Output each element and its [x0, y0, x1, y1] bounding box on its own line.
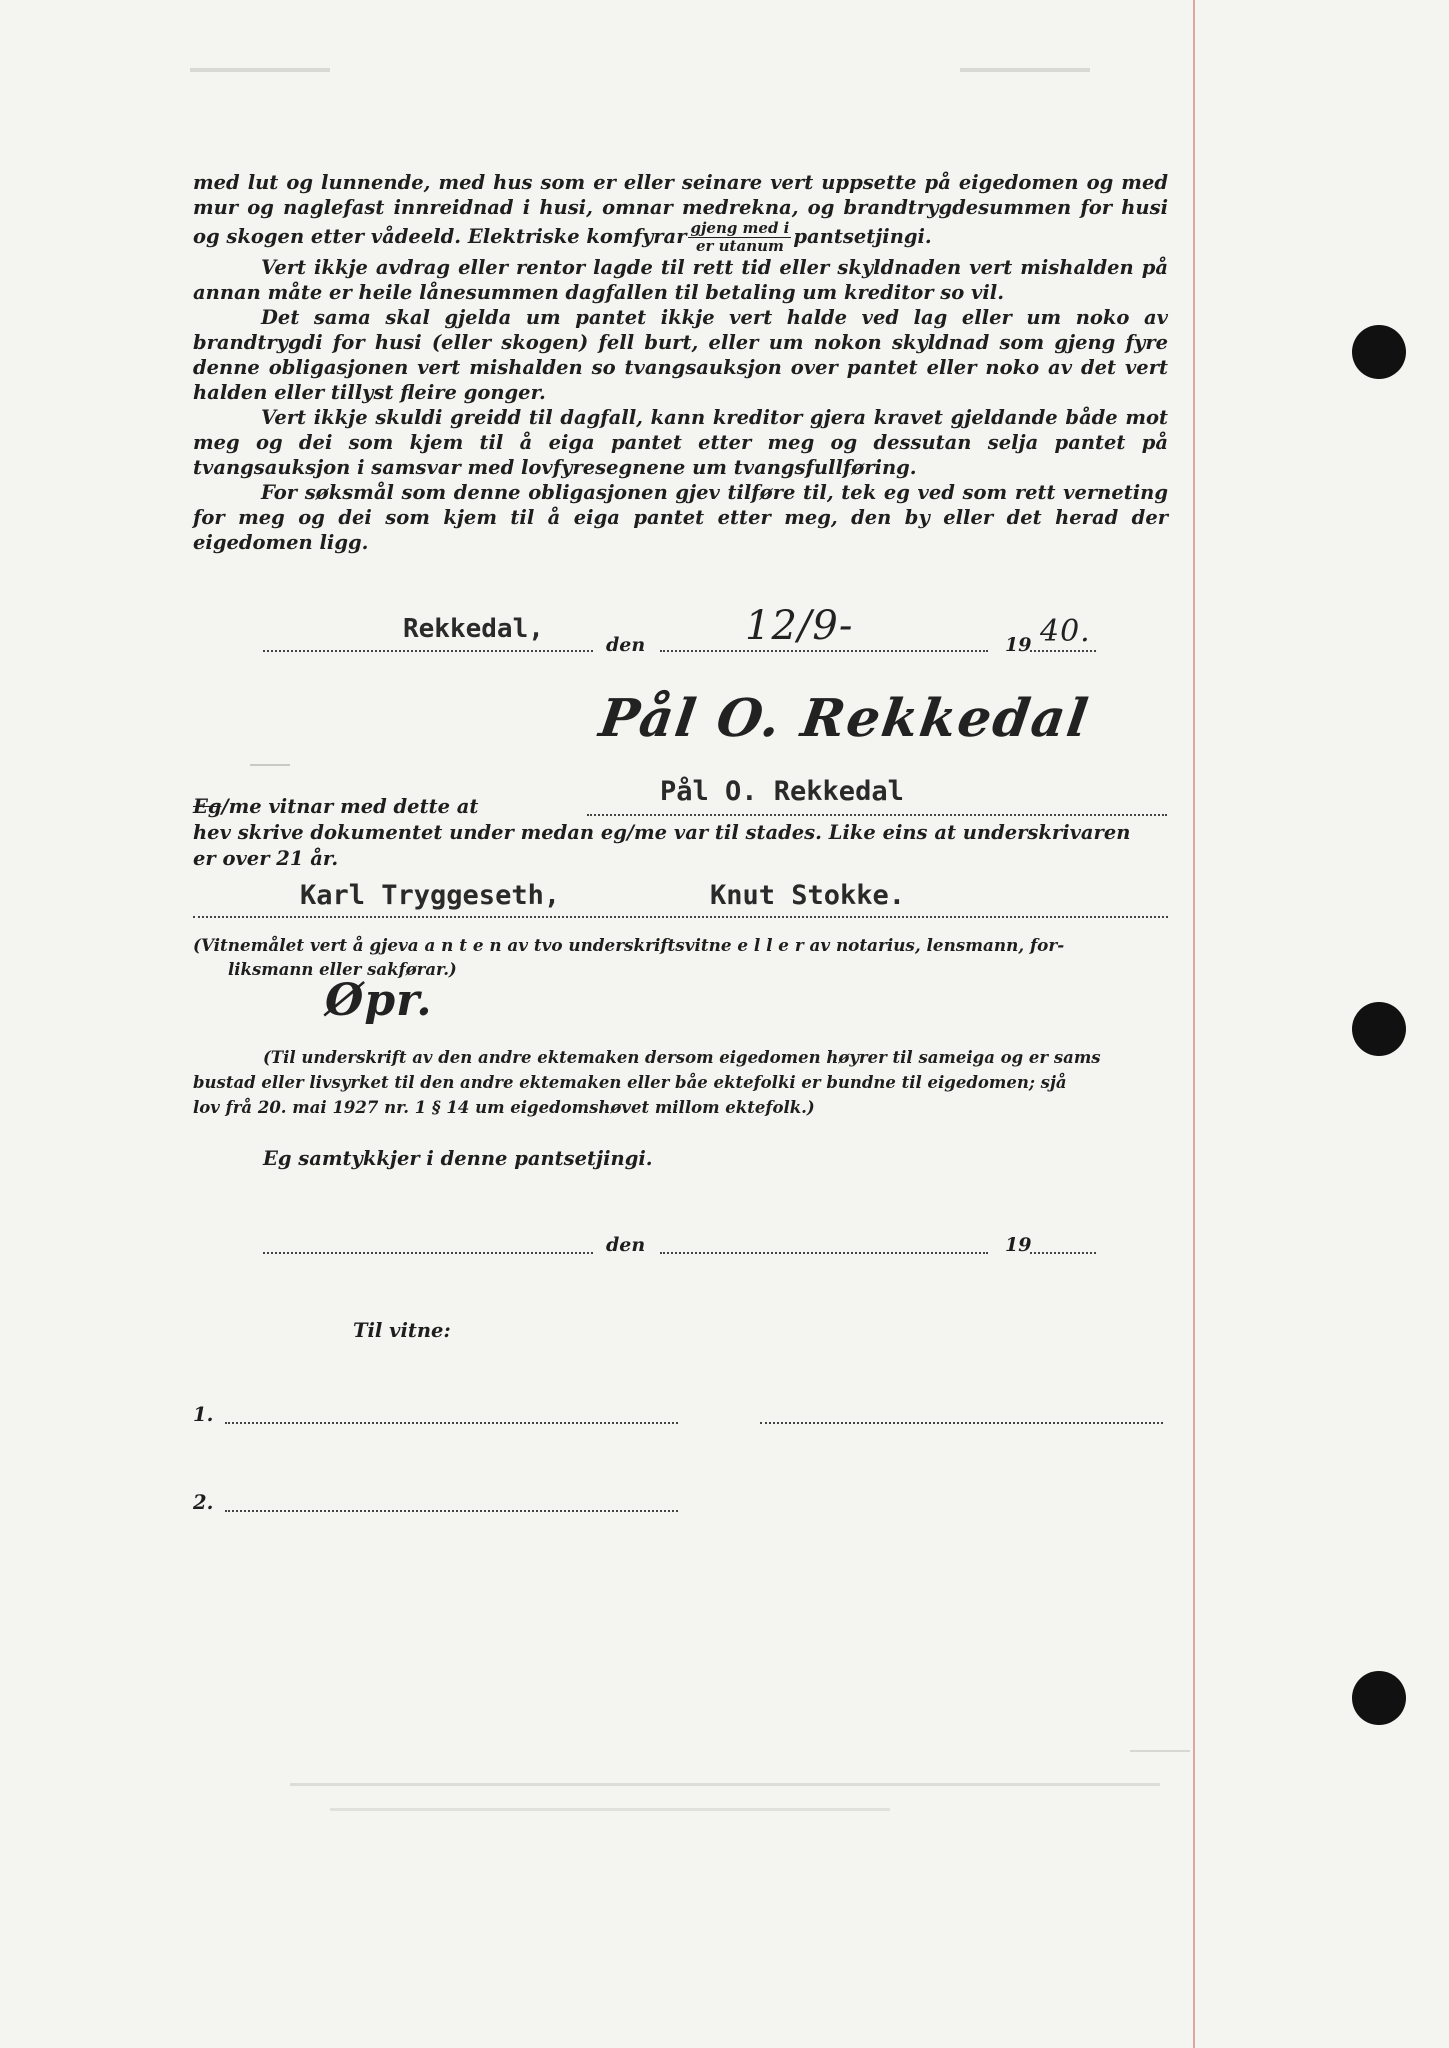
den-label: den: [606, 634, 646, 656]
witness-2-name: Knut Stokke.: [710, 880, 906, 911]
date-value: 12/9-: [745, 603, 854, 649]
faint-header-mark: [190, 68, 330, 72]
fraction-numerator: gjeng med i: [690, 219, 790, 237]
spouse-note-line1: (Til underskrift av den andre ektemaken dersom eigedomen høyrer til sameiga og er sams: [263, 1048, 1101, 1067]
struck-prefix: Eg: [193, 795, 222, 818]
paragraph-4: Vert ikkje skuldi greidd til dagfall, kann kreditor gjera kravet gjeldande både mot meg og dei som kjem til å eiga pantet etter meg og dessutan selja pantet på tvangsauksjon i samsvar med lovfyresegnene um tvangsfullføring.: [193, 406, 1168, 479]
owner-signature: Pål O. Rekkedal: [595, 688, 1094, 749]
paragraph-1: [193, 170, 1168, 255]
til-vitne-label: Til vitne:: [353, 1319, 451, 1342]
text-line: mur og naglefast innreidnad i husi, omnar medrekna, og brandtrygdesummen for husi: [193, 196, 1168, 219]
spouse-note-line2: bustad eller livsyrket til den andre ektemaken eller båe ektefolki er bundne til eigedomen; sjå: [193, 1073, 1067, 1092]
consent-place-line: [263, 1252, 593, 1254]
consent-den-label: den: [606, 1234, 646, 1256]
witness-statement-line2: hev skrive dokumentet under medan eg/me var til stades. Like eins at underskrivaren: [193, 821, 1131, 844]
vitne-1-line: [225, 1422, 678, 1424]
witness-statement-line1: [193, 794, 478, 820]
red-margin-line: [1193, 0, 1195, 2048]
date-line: [660, 650, 988, 652]
vitne-2-line: [225, 1510, 678, 1512]
faint-mark: [1130, 1750, 1190, 1752]
witness-signatures-line: [193, 916, 1168, 918]
consent-year-line: [1030, 1252, 1096, 1254]
place-value: Rekkedal,: [403, 614, 544, 644]
witness-note-line1: (Vitnemålet vert å gjeva a n t e n av tvo underskriftsvitne e l l e r av notarius, lensmann, for-: [193, 935, 1065, 955]
fraction-choice: [688, 220, 791, 255]
text-line: og skogen etter vådeeld. Elektriske komfyrar: [193, 225, 687, 248]
consent-text: Eg samtykkjer i denne pantsetjingi.: [263, 1147, 653, 1170]
obligation-terms: [193, 170, 1168, 555]
fraction-denominator: er utanum: [695, 237, 784, 255]
paragraph-3: Det sama skal gjelda um pantet ikkje vert halde ved lag eller um noko av brandtrygdi for husi (eller skogen) fell burt, eller um nokon skyldnad som gjeng fyre denne obligasjonen vert mishalden so tvangsauksjon over pantet eller noko av det vert halden eller tillyst fleire gonger.: [193, 306, 1168, 404]
witness-number-2: 2.: [193, 1491, 214, 1514]
initials-mark: Øpr.: [325, 975, 433, 1026]
place-line: [263, 650, 593, 652]
paragraph-2: Vert ikkje avdrag eller rentor lagde til rett tid eller skyldnaden vert mishalden på annan måte er heile lånesummen dagfallen til betaling um kreditor so vil.: [193, 256, 1168, 304]
witness-statement-line3: er over 21 år.: [193, 847, 339, 870]
faint-header-mark: [960, 68, 1090, 72]
year-prefix: 19: [1005, 634, 1032, 656]
faint-dash: [250, 764, 290, 766]
consent-year-prefix: 19: [1005, 1234, 1032, 1256]
witness-1-name: Karl Tryggeseth,: [300, 880, 561, 911]
witness-note-line2: liksmann eller sakførar.): [228, 960, 457, 979]
witness-number-1: 1.: [193, 1403, 214, 1426]
witness-name-line: [587, 814, 1167, 816]
text-line: pantsetjingi.: [793, 225, 932, 248]
spouse-note-line3: lov frå 20. mai 1927 nr. 1 § 14 um eigedomshøvet millom ektefolk.): [193, 1098, 815, 1117]
faint-bleedthrough: [290, 1783, 1160, 1786]
text-line: med lut og lunnende, med hus som er eller seinare vert uppsette på eigedomen og med: [193, 171, 1168, 194]
witness-prefix: /me vitnar med dette at: [221, 795, 479, 818]
faint-bleedthrough: [330, 1808, 890, 1811]
vitne-1b-line: [760, 1422, 1163, 1424]
witness-name-value: Pål O. Rekkedal: [660, 776, 904, 807]
punch-hole-icon: [1352, 1671, 1406, 1725]
punch-hole-icon: [1352, 1002, 1406, 1056]
year-value: 40.: [1040, 614, 1091, 649]
consent-date-line: [660, 1252, 988, 1254]
paragraph-5: For søksmål som denne obligasjonen gjev tilføre til, tek eg ved som rett verneting for meg og dei som kjem til å eiga pantet etter meg, den by eller det herad der eigedomen ligg.: [193, 481, 1168, 554]
year-line: [1030, 650, 1096, 652]
punch-hole-icon: [1352, 325, 1406, 379]
